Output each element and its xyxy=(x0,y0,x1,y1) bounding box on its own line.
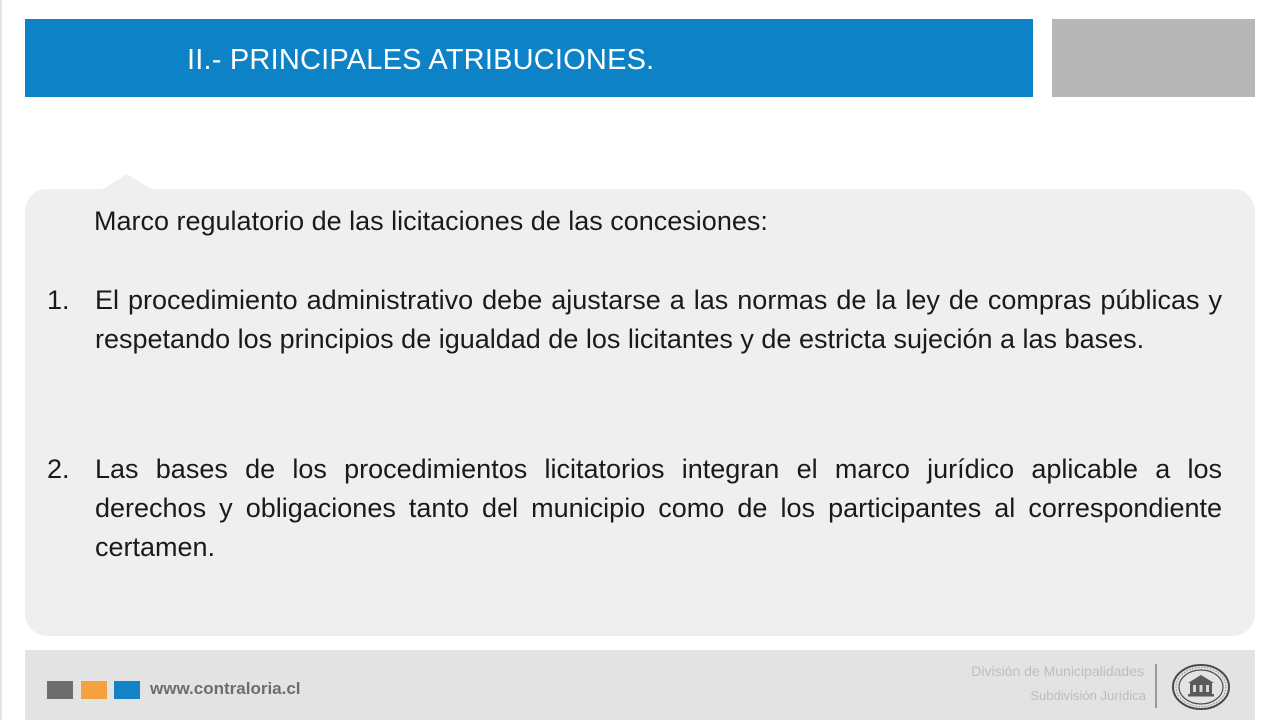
list-item-text: Las bases de los procedimientos licitatorios integran el marco jurídico aplicable a los derechos y obligaciones tanto del municipio como de los participantes al correspondiente certamen. xyxy=(95,454,1222,562)
footer-division: División de Municipalidades xyxy=(971,663,1144,679)
list-item-text: El procedimiento administrativo debe ajustarse a las normas de la ley de compras públicas y respetando los principios de igualdad de los licitantes y de estricta sujeción a las bases. xyxy=(95,285,1222,354)
list-item-number: 2. xyxy=(47,454,70,484)
footer-divider xyxy=(1155,664,1157,708)
content-panel xyxy=(25,189,1255,636)
slide-title: II.- PRINCIPALES ATRIBUCIONES. xyxy=(187,44,655,76)
slide-left-edge xyxy=(0,0,2,720)
header-gray-block xyxy=(1052,19,1255,97)
footer-subdivision: Subdivisión Jurídica xyxy=(1030,688,1146,703)
list-item xyxy=(47,281,1222,359)
footer-orange-square xyxy=(81,681,107,699)
contraloria-seal-icon xyxy=(1171,663,1231,711)
list-item xyxy=(47,450,1222,567)
intro-text: Marco regulatorio de las licitaciones de las concesiones: xyxy=(94,206,768,236)
footer-blue-square xyxy=(114,681,140,699)
footer-gray-square xyxy=(47,681,73,699)
list-item-number: 1. xyxy=(47,285,70,315)
footer-website-link[interactable]: www.contraloria.cl xyxy=(150,679,301,698)
